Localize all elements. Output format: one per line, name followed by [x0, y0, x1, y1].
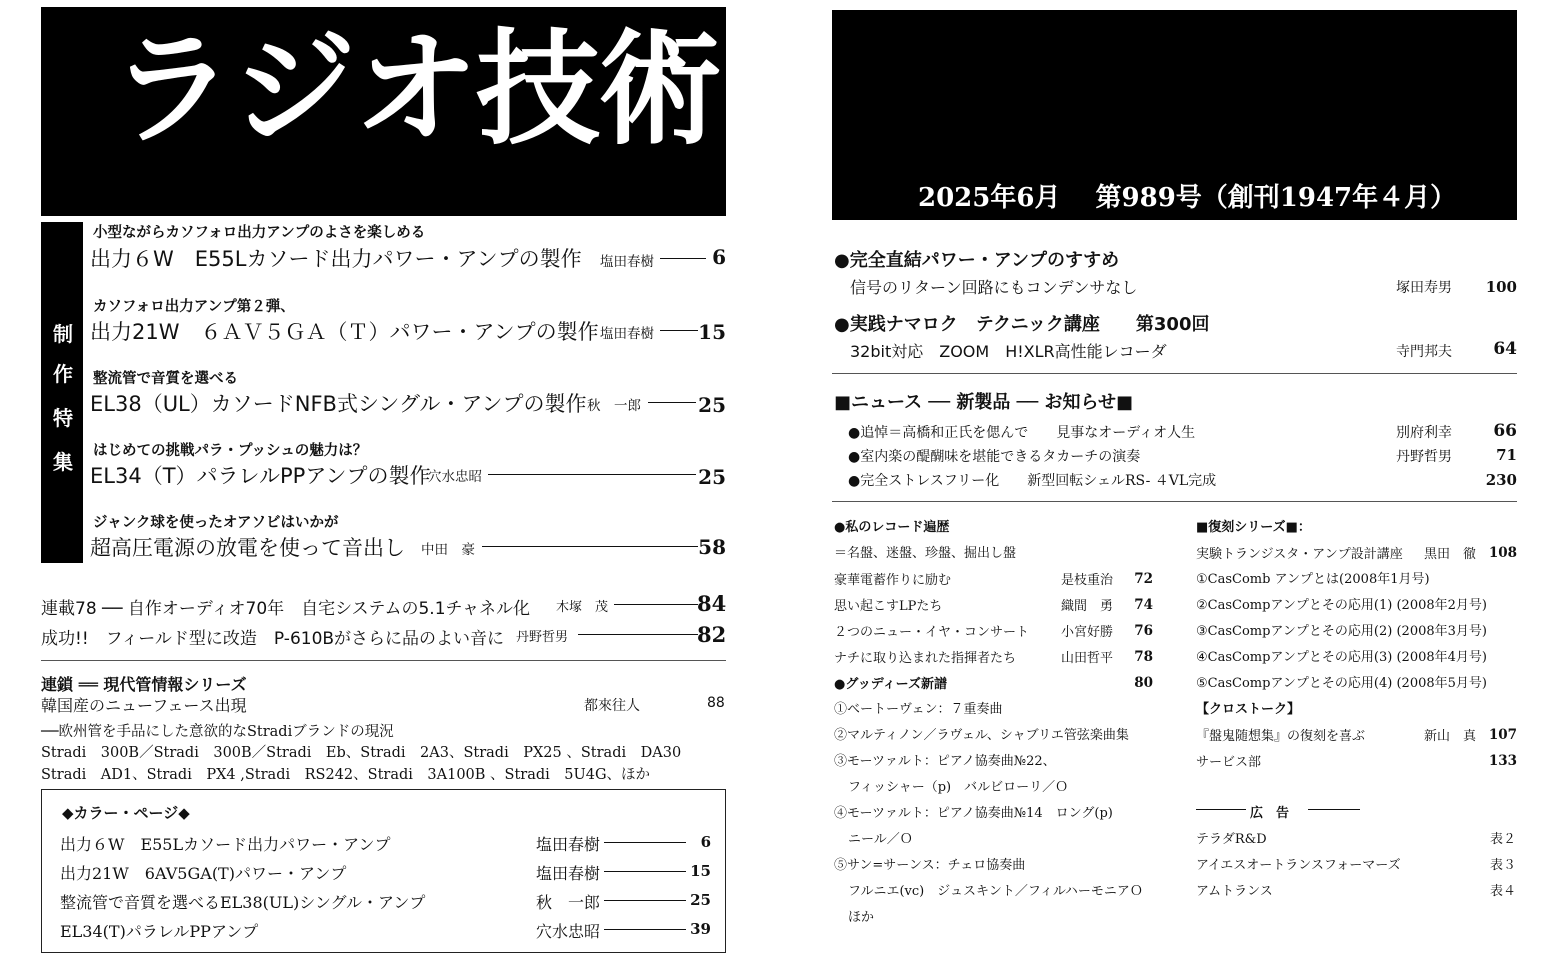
record-page: 78 — [1134, 649, 1153, 665]
news-item[interactable]: ●室内楽の醍醐味を堪能できるタカーチの演奏 — [848, 449, 1141, 465]
chain-page: 88 — [707, 695, 725, 711]
reprint-item: ③CasCompアンプとその応用(2) (2008年3月号) — [1196, 624, 1487, 639]
ads-rule — [1308, 809, 1360, 810]
serial-title[interactable]: 成功!! フィールド型に改造 P-610Bがさらに品のよい音に — [41, 629, 505, 649]
ad-item: アイエスオートランスフォーマーズ — [1196, 858, 1401, 873]
leader-rule — [488, 474, 696, 475]
ad-page: 表２ — [1489, 832, 1516, 847]
reprint-item: ②CasCompアンプとその応用(1) (2008年2月号) — [1196, 598, 1487, 613]
color-page-title[interactable]: 出力６W E55Lカソード出力パワー・アンプ — [60, 835, 391, 854]
crosstalk-author: 新山 真 — [1424, 729, 1477, 744]
record-author: 小宮好勝 — [1061, 625, 1114, 640]
feature-page: 25 — [698, 393, 726, 417]
goodies-page: 80 — [1134, 675, 1153, 691]
leader-rule — [604, 929, 686, 930]
crosstalk-heading: 【クロストーク】 — [1196, 702, 1301, 717]
feature-page: 6 — [712, 245, 726, 269]
chain-line: Stradi 300B／Stradi 300B／Stradi Eb、Stradi 2A3、Stradi PX25 、Stradi DA30 — [41, 745, 682, 761]
reprint-item: ④CasCompアンプとその応用(3) (2008年4月号) — [1196, 650, 1487, 665]
goodies-item: ③モーツァルト：ピアノ協奏曲№22、 — [834, 754, 1056, 769]
leader-rule — [604, 842, 686, 843]
feature-title[interactable]: EL34（T）パラレルPPアンプの製作 — [90, 464, 431, 488]
news-author: 別府利幸 — [1396, 425, 1452, 441]
goodies-item: フルニエ(vc) ジュスキント／フィルハーモニアＯ — [848, 884, 1143, 899]
color-page-author: 穴水忠昭 — [536, 922, 601, 941]
feature-label-char: 集 — [53, 450, 73, 474]
leader-rule — [648, 402, 696, 403]
record-page: 74 — [1134, 597, 1153, 613]
article-subtitle: 32bit対応 ZOOM H!XLR高性能レコーダ — [850, 342, 1167, 361]
feature-author: 中田 豪 — [421, 542, 475, 558]
service-page: 133 — [1488, 753, 1517, 769]
feature-author: 秋 一郎 — [587, 398, 641, 414]
leader-rule — [604, 871, 686, 872]
leader-rule — [482, 546, 698, 547]
feature-label-bar — [41, 222, 83, 563]
color-page-title[interactable]: 整流管で音質を選べるEL38(UL)シングル・アンプ — [60, 893, 426, 912]
news-page: 230 — [1485, 471, 1517, 489]
serial-author: 木塚 茂 — [556, 600, 609, 615]
color-page-number: 6 — [700, 833, 711, 851]
reprint-page: 108 — [1488, 545, 1517, 561]
feature-label-char: 特 — [53, 406, 73, 430]
feature-label-char: 作 — [53, 362, 73, 386]
article-author: 寺門邦夫 — [1396, 344, 1452, 360]
news-item[interactable]: ●完全ストレスフリー化 新型回転シェルRS- ４VL完成 — [848, 473, 1217, 489]
serial-title[interactable]: 連載78 ── 自作オーディオ70年 自宅システムの5.1チャネル化 — [41, 599, 531, 619]
goodies-item: ②マルティノン／ラヴェル、シャブリエ管弦楽曲集 — [834, 728, 1129, 743]
crosstalk-item[interactable]: 『盤鬼随想集』の復刻を喜ぶ — [1196, 729, 1366, 744]
leader-rule — [660, 330, 698, 331]
reprint-author: 黒田 徹 — [1424, 547, 1477, 562]
article-author: 塚田寿男 — [1396, 280, 1452, 296]
goodies-item: ほか — [848, 910, 875, 925]
feature-subtitle: カソフォロ出力アンプ第２弾、 — [93, 299, 295, 315]
feature-title[interactable]: EL38（UL）カソードNFB式シングル・アンプの製作 — [90, 392, 587, 416]
feature-label-char: 制 — [53, 322, 73, 346]
record-item[interactable]: ２つのニュー・イヤ・コンサート — [834, 625, 1030, 640]
goodies-item: ニール／Ｏ — [848, 832, 913, 847]
goodies-heading: ●グッディーズ新譜 — [834, 677, 948, 692]
feature-subtitle: はじめての挑戦パラ・プッシュの魅力は？ — [93, 443, 368, 459]
record-author: 是枝重治 — [1061, 573, 1114, 588]
goodies-item: ⑤サン=サーンス：チェロ協奏曲 — [834, 858, 1026, 873]
chain-line: ──欧州管を手品にした意欲的なStradiブランドの現況 — [41, 724, 394, 740]
news-item[interactable]: ●追悼＝高橋和正氏を偲んで 見事なオーディオ人生 — [848, 425, 1196, 441]
ad-item: テラダR&D — [1196, 832, 1267, 847]
news-heading: ■ニュース ── 新製品 ── お知らせ■ — [834, 392, 1133, 413]
feature-author: 穴水忠昭 — [428, 469, 482, 485]
color-pages-heading: ◆カラー・ページ◆ — [62, 804, 190, 822]
crosstalk-page: 107 — [1488, 727, 1517, 743]
feature-page: 58 — [698, 535, 726, 559]
section-divider — [832, 373, 1517, 374]
feature-subtitle: 整流管で音質を選べる — [93, 371, 238, 387]
section-divider — [41, 660, 726, 661]
color-page-number: 15 — [690, 862, 711, 880]
feature-subtitle: ジャンク球を使ったオアソビはいかが — [93, 515, 339, 531]
article-page: 64 — [1493, 339, 1517, 359]
leader-rule — [578, 634, 698, 635]
record-item[interactable]: 豪華電蓄作りに励む — [834, 573, 952, 588]
color-page-number: 39 — [690, 920, 711, 938]
records-heading: ●私のレコード遍歴 — [834, 520, 950, 535]
feature-page: 25 — [698, 465, 726, 489]
record-page: 76 — [1134, 623, 1153, 639]
serial-page: 84 — [697, 591, 727, 616]
ads-heading: 広 告 — [1250, 806, 1290, 821]
color-page-title[interactable]: 出力21W 6AV5GA(T)パワー・アンプ — [60, 864, 347, 883]
feature-author: 塩田春樹 — [600, 326, 654, 342]
record-page: 72 — [1134, 571, 1153, 587]
reprint-lead[interactable]: 実験トランジスタ・アンプ設計講座 — [1196, 547, 1403, 562]
article-subtitle: 信号のリターン回路にもコンデンサなし — [850, 278, 1138, 297]
leader-rule — [614, 604, 698, 605]
magazine-logo: ラジオ技術 — [110, 18, 721, 162]
record-item[interactable]: ナチに取り込まれた指揮者たち — [834, 651, 1017, 666]
feature-page: 15 — [698, 320, 726, 344]
record-author: 織間 勇 — [1061, 599, 1114, 614]
color-page-author: 塩田春樹 — [536, 835, 601, 854]
record-item[interactable]: 思い起こすLPたち — [834, 599, 943, 614]
serial-author: 丹野哲男 — [516, 630, 569, 645]
serial-page: 82 — [697, 622, 727, 647]
reprint-item: ⑤CasCompアンプとその応用(4) (2008年5月号) — [1196, 676, 1487, 691]
chain-heading: 連鎖 ══ 現代管情報シリーズ — [41, 675, 247, 694]
color-page-author: 塩田春樹 — [536, 864, 601, 883]
ad-page: 表３ — [1489, 858, 1516, 873]
records-subtitle: ＝名盤、迷盤、珍盤、掘出し盤 — [834, 546, 1017, 561]
ad-page: 表４ — [1489, 884, 1516, 899]
leader-rule — [604, 900, 686, 901]
reprint-item: ①CasComb アンプとは(2008年1月号) — [1196, 572, 1430, 587]
feature-subtitle: 小型ながらカソフォロ出力アンプのよさを楽しめる — [93, 225, 426, 241]
ad-item: アムトランス — [1196, 884, 1273, 899]
record-author: 山田哲平 — [1061, 651, 1114, 666]
article-page: 100 — [1485, 278, 1517, 296]
ads-rule — [1196, 809, 1246, 810]
news-page: 71 — [1496, 446, 1517, 464]
color-page-title[interactable]: EL34(T)パラレルPPアンプ — [60, 922, 259, 941]
color-page-number: 25 — [690, 891, 711, 909]
goodies-item: ①ベートーヴェン：７重奏曲 — [834, 702, 1003, 717]
issue-date: 2025年6月 第989号（創刊1947年４月） — [918, 183, 1457, 213]
color-page-author: 秋 一郎 — [536, 893, 601, 912]
news-page: 66 — [1493, 421, 1517, 441]
goodies-item: フィッシャー（p) バルビローリ／Ｏ — [848, 780, 1069, 795]
feature-author: 塩田春樹 — [600, 254, 654, 270]
feature-title[interactable]: 出力６W E55Lカソード出力パワー・アンプの製作 — [90, 247, 582, 271]
article-heading[interactable]: ●完全直結パワー・アンプのすすめ — [834, 250, 1120, 271]
feature-title[interactable]: 出力21W ６ＡＶ５ＧＡ（Ｔ）パワー・アンプの製作 — [90, 320, 599, 344]
chain-line: Stradi AD1、Stradi PX4 ,Stradi RS242、Stradi 3A100B 、Stradi 5U4G、ほか — [41, 767, 651, 783]
service-item[interactable]: サービス部 — [1196, 755, 1262, 770]
article-heading[interactable]: ●実践ナマロク テクニック講座 第300回 — [834, 314, 1210, 335]
news-author: 丹野哲男 — [1396, 449, 1452, 465]
chain-title[interactable]: 韓国産のニューフェース出現 — [41, 696, 247, 715]
chain-author: 都來往人 — [584, 698, 640, 714]
section-divider — [832, 501, 1517, 502]
goodies-item: ④モーツァルト：ピアノ協奏曲№14 ロング(p) — [834, 806, 1113, 821]
reprint-heading: ■復刻シリーズ■： — [1196, 520, 1311, 535]
feature-title[interactable]: 超高圧電源の放電を使って音出し — [90, 536, 405, 560]
